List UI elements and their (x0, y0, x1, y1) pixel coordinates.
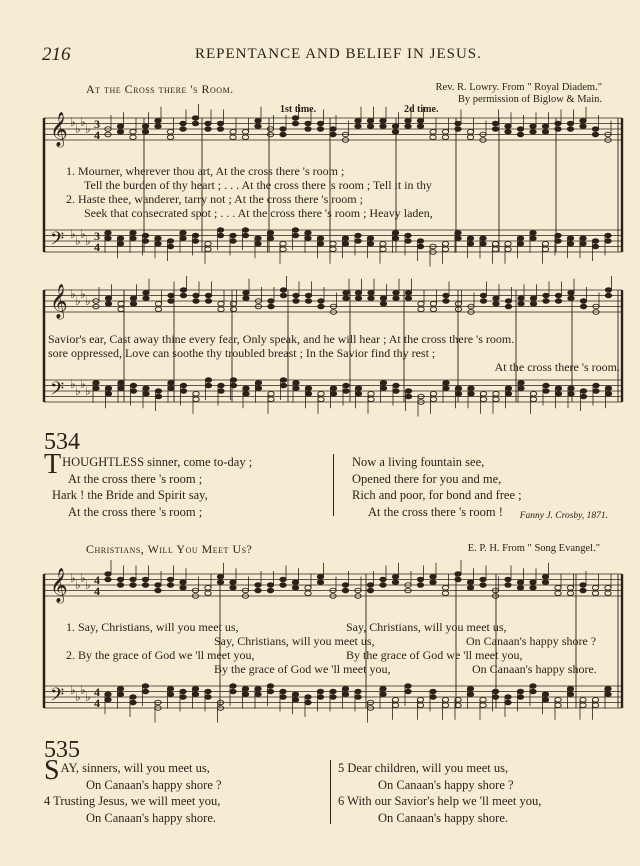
lyric-line: On Canaan's happy shore ? (466, 634, 597, 648)
svg-text:♭: ♭ (85, 234, 91, 248)
svg-text:♭: ♭ (80, 571, 86, 585)
svg-text:♭: ♭ (85, 384, 91, 398)
svg-text:𝄢: 𝄢 (50, 685, 65, 710)
svg-text:4: 4 (94, 685, 100, 699)
svg-text:♭: ♭ (80, 287, 86, 301)
svg-text:𝄢: 𝄢 (50, 379, 65, 404)
column-divider (330, 760, 331, 824)
svg-text:4: 4 (94, 696, 100, 710)
svg-text:♭: ♭ (80, 115, 86, 129)
svg-text:𝄞: 𝄞 (50, 112, 68, 147)
volta-first: 1st time. (280, 104, 317, 115)
lyric-line: On Canaan's happy shore. (472, 662, 597, 676)
tune-title: At the Cross there 's Room. (86, 82, 234, 96)
svg-text:4: 4 (94, 584, 100, 598)
svg-text:♭: ♭ (75, 122, 81, 136)
drop-cap: S (44, 755, 60, 786)
lyric-line: By the grace of God we 'll meet you, (346, 648, 523, 662)
drop-cap: T (44, 449, 62, 480)
lyric-line: Say, Christians, will you meet us, (214, 634, 375, 648)
lyric-line: By the grace of God we 'll meet you, (214, 662, 391, 676)
svg-text:♭: ♭ (75, 234, 81, 248)
hymn-stanza-left: THOUGHTLESS sinner, come to-day ; At the cross there 's room ; Hark ! the Bride and Spirit say, At the cross there 's room ; (44, 449, 253, 519)
hymn-author: Fanny J. Crosby, 1871. (519, 511, 608, 521)
lyric-line: 2. By the grace of God we 'll meet you, (66, 648, 255, 662)
running-title: REPENTANCE AND BELIEF IN JESUS. (195, 46, 482, 62)
hymn-number: 535 (44, 737, 80, 763)
lyric-line: Say, Christians, will you meet us, (346, 620, 507, 634)
hymn-stanza-left: SAY, sinners, will you meet us, On Canaan's happy shore ? 4 Trusting Jesus, we will meet you, On Canaan's happy shore. (44, 755, 222, 825)
lyric-line: sore oppressed, Love can soothe thy troubled breast ; In the Savior find thy rest ; (48, 346, 436, 360)
hymn-number: 534 (44, 429, 80, 455)
svg-text:♭: ♭ (85, 122, 91, 136)
hymn-stanza-right: Now a living fountain see, Opened there for you and me, Rich and poor, for bond and free ; At the cross there 's room ! (352, 455, 522, 519)
svg-text:♭: ♭ (80, 227, 86, 241)
svg-text:4: 4 (94, 128, 100, 142)
svg-text:♭: ♭ (70, 683, 76, 697)
svg-text:♭: ♭ (85, 690, 91, 704)
column-divider (333, 454, 334, 516)
svg-text:♭: ♭ (70, 287, 76, 301)
svg-text:♭: ♭ (75, 384, 81, 398)
lyric-line: Seek that consecrated spot ; . . . At the cross there 's room ; Heavy laden, (84, 206, 433, 220)
svg-text:3: 3 (94, 229, 100, 243)
svg-text:♭: ♭ (75, 578, 81, 592)
tune-title: Christians, Will You Meet Us? (86, 542, 253, 556)
svg-text:3: 3 (94, 117, 100, 131)
lyric-line: Savior's ear, Cast away thine every fear, Only speak, and he will hear ; At the cross there 's room. (48, 332, 515, 346)
tune-credit: Rev. R. Lowry. From " Royal Diadem." (435, 82, 602, 93)
svg-text:♭: ♭ (70, 115, 76, 129)
svg-text:♭: ♭ (75, 294, 81, 308)
svg-text:♭: ♭ (80, 377, 86, 391)
svg-text:4: 4 (94, 240, 100, 254)
svg-text:♭: ♭ (70, 377, 76, 391)
tune-credit: E. P. H. From " Song Evangel." (467, 543, 600, 554)
lyric-line: 1. Mourner, wherever thou art, At the cross there 's room ; (66, 164, 345, 178)
volta-second: 2d time. (404, 104, 439, 115)
svg-text:♭: ♭ (85, 578, 91, 592)
svg-text:𝄞: 𝄞 (50, 568, 68, 603)
page-number: 216 (42, 44, 71, 65)
svg-text:𝄢: 𝄢 (50, 229, 65, 254)
lyric-line: 1. Say, Christians, will you meet us, (66, 620, 239, 634)
hymn-stanza-right: 5 Dear children, will you meet us, On Canaan's happy shore ? 6 With our Savior's help we 'll meet you, On Canaan's happy shore. (338, 761, 542, 825)
svg-text:4: 4 (94, 573, 100, 587)
svg-text:♭: ♭ (80, 683, 86, 697)
lyric-line: Tell the burden of thy heart ; . . . At the cross there 's room ; Tell it in thy (84, 178, 432, 192)
svg-text:♭: ♭ (85, 294, 91, 308)
tune-permission: By permission of Biglow & Main. (457, 94, 602, 105)
svg-text:♭: ♭ (70, 571, 76, 585)
lyric-line: At the cross there 's room. (494, 360, 620, 374)
svg-text:♭: ♭ (70, 227, 76, 241)
svg-text:𝄞: 𝄞 (50, 284, 68, 319)
svg-text:♭: ♭ (75, 690, 81, 704)
lyric-line: 2. Haste thee, wanderer, tarry not ; At the cross there 's room ; (66, 192, 363, 206)
